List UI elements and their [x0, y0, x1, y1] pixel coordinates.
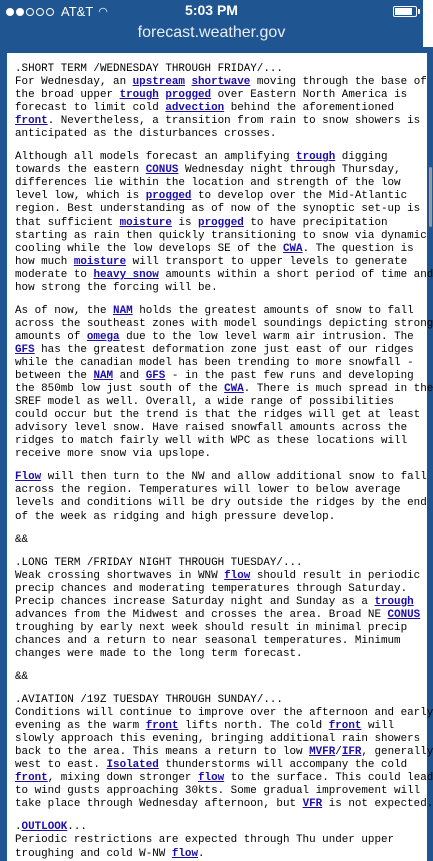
- status-time: 5:03 PM: [185, 2, 238, 18]
- glossary-link[interactable]: CONUS: [387, 608, 421, 621]
- text-run: behind the aforementioned: [224, 102, 395, 115]
- discussion-paragraph: [15, 821, 419, 860]
- paragraph-gap: [15, 661, 419, 671]
- text-run: across the region. Temperatures will lower to below average: [15, 484, 401, 497]
- text-run: . There is much spread in the: [243, 383, 433, 396]
- text-run: digging: [335, 151, 388, 164]
- glossary-link[interactable]: advection: [165, 102, 225, 115]
- text-run: advances from the Midwest and crosses the area. Broad NE: [15, 608, 388, 621]
- text-run: .SHORT TERM /WEDNESDAY THROUGH FRIDAY/...: [15, 63, 283, 75]
- text-run: has the greatest deformation zone just east of our ridges: [34, 343, 414, 356]
- glossary-link[interactable]: front: [15, 772, 48, 785]
- paragraph-gap: [15, 461, 419, 471]
- glossary-link[interactable]: progged: [198, 216, 244, 229]
- glossary-link[interactable]: NAM: [93, 370, 114, 383]
- text-run: For Wednesday, an: [15, 76, 133, 89]
- text-run: chances and a return to near seasonal temperatures. Minimum: [15, 634, 401, 647]
- address-bar-url[interactable]: forecast.weather.gov: [137, 24, 286, 41]
- text-run: advisory level snow. Have raised snowfall amounts across the: [15, 422, 408, 435]
- text-run: - in the past few runs and developing: [165, 370, 414, 383]
- glossary-link[interactable]: OUTLOOK: [21, 821, 68, 834]
- text-run: Periodic restrictions are expected through Thu under upper: [15, 834, 395, 847]
- glossary-link[interactable]: trough: [119, 89, 159, 102]
- discussion-paragraph: [15, 671, 419, 684]
- wifi-icon: ◠: [98, 6, 108, 18]
- ios-status-bar: [0, 0, 423, 20]
- discussion-paragraph: [15, 557, 419, 661]
- text-run: is: [171, 216, 199, 229]
- text-run: .: [198, 847, 205, 860]
- text-run: and: [113, 370, 146, 383]
- glossary-link[interactable]: front: [145, 720, 179, 733]
- text-run: changes were made to the long term forecast.: [15, 647, 303, 660]
- text-run: the 850mb low just south of the: [15, 383, 225, 396]
- text-run: amounts within a short period of time and: [158, 268, 433, 281]
- text-run: troughing by early next week should result in minimal precip: [15, 621, 408, 634]
- text-run: is not expected.: [322, 798, 433, 811]
- glossary-link[interactable]: heavy snow: [93, 268, 159, 281]
- text-run: As of now, the: [15, 304, 114, 317]
- glossary-link[interactable]: progged: [165, 89, 212, 102]
- text-run: /: [335, 746, 342, 759]
- paragraph-gap: [15, 811, 419, 821]
- text-run: will: [361, 720, 395, 733]
- glossary-link[interactable]: GFS: [15, 343, 35, 356]
- glossary-link[interactable]: flow: [171, 847, 199, 860]
- glossary-link[interactable]: NAM: [113, 304, 133, 317]
- paragraph-gap: [15, 524, 419, 534]
- text-run: troughing and cold W-NW: [15, 847, 172, 860]
- text-run: while the canadian model has been trending to more snowfall -: [15, 356, 414, 369]
- glossary-link[interactable]: flow: [198, 772, 225, 785]
- text-run: forecast to limit cold: [15, 102, 166, 115]
- battery-nub: [418, 9, 420, 14]
- discussion-paragraph: [15, 471, 427, 523]
- paragraph-gap: [15, 295, 419, 305]
- glossary-link[interactable]: IFR: [341, 746, 362, 759]
- text-run: the broad upper: [15, 89, 120, 102]
- text-run: lifts north. The cold: [178, 720, 329, 733]
- text-run: .LONG TERM /FRIDAY NIGHT THROUGH TUESDAY/...: [15, 556, 303, 569]
- text-run: Although all models forecast an amplifying: [15, 151, 297, 164]
- glossary-link[interactable]: CWA: [282, 242, 303, 255]
- text-run: . The question is: [302, 242, 414, 255]
- text-run: evening as the warm: [15, 720, 146, 733]
- glossary-link[interactable]: shortwave: [191, 76, 251, 89]
- text-run: to wind gusts approaching 30kts. Some gradual improvement will: [15, 785, 421, 798]
- glossary-link[interactable]: upstream: [132, 76, 185, 89]
- text-run: &&: [15, 670, 29, 683]
- glossary-link[interactable]: flow: [224, 569, 251, 582]
- text-run: moving through the base of: [250, 76, 427, 89]
- text-run: should result in periodic: [250, 569, 421, 582]
- glossary-link[interactable]: VFR: [302, 798, 323, 811]
- text-run: level low, which is: [15, 190, 146, 203]
- text-run: Wednesday night through Thursday,: [178, 164, 401, 177]
- battery-level-fill: [395, 8, 412, 15]
- text-run: , generally: [361, 746, 433, 759]
- glossary-link[interactable]: front: [15, 115, 48, 128]
- glossary-link[interactable]: front: [328, 720, 362, 733]
- text-run: that sufficient: [15, 216, 120, 229]
- text-run: due to the low level warm air intrusion. The: [119, 330, 414, 343]
- text-run: region. Best understanding as of now of the synoptic set-up is: [15, 203, 421, 216]
- text-run: take place through Wednesday afternoon, but: [15, 798, 303, 811]
- paragraph-gap: [15, 141, 419, 151]
- glossary-link[interactable]: trough: [374, 595, 414, 608]
- text-run: will transport to upper levels to generate: [126, 255, 408, 268]
- text-run: will then turn to the NW and allow additional snow to fall: [41, 471, 427, 484]
- text-run: Conditions will continue to improve over the afternoon and early: [15, 707, 433, 720]
- glossary-link[interactable]: CONUS: [145, 164, 179, 177]
- carrier-label: AT&T: [61, 4, 94, 19]
- glossary-link[interactable]: MVFR: [309, 746, 336, 759]
- text-run: to develop over the Mid-Atlantic: [191, 190, 408, 203]
- text-run: levels and conditions will be dry outside the ridges by the end: [15, 497, 427, 510]
- text-run: towards the eastern: [15, 164, 146, 177]
- text-run: Precip chances increase Saturday night and Sunday as a: [15, 595, 375, 608]
- text-run: precip chances and moderating temperatures through Saturday.: [15, 582, 408, 595]
- text-run: west to east.: [15, 759, 107, 772]
- glossary-link[interactable]: Flow: [15, 471, 42, 484]
- text-run: amounts of: [15, 330, 87, 343]
- text-run: SREF model as well. Overall, a wide range of possibilities: [15, 396, 395, 409]
- text-run: cooling while the low develops SE of the: [15, 242, 283, 255]
- text-run: slowly approach this evening, bringing additional rain showers: [15, 733, 421, 746]
- text-run: over Eastern North America is: [211, 89, 408, 102]
- discussion-paragraph: [15, 304, 433, 462]
- text-run: moderate to: [15, 268, 94, 281]
- discussion-paragraph: [15, 151, 433, 295]
- discussion-paragraph: [15, 63, 427, 141]
- text-run: . Nevertheless, a transition from rain to snow showers is: [47, 115, 421, 128]
- glossary-link[interactable]: GFS: [145, 370, 166, 383]
- text-run: Weak crossing shortwaves in WNW: [15, 569, 225, 582]
- text-run: , mixing down stronger: [47, 772, 199, 785]
- glossary-link[interactable]: moisture: [73, 255, 127, 268]
- text-run: anticipated as the disturbances crosses.: [15, 128, 277, 141]
- glossary-link[interactable]: omega: [86, 330, 120, 343]
- discussion-paragraph: [15, 534, 419, 547]
- text-run: across the southeast zones with model soundings depicting strong: [15, 317, 433, 330]
- page-background: [0, 47, 433, 861]
- text-run: to the surface. This could lead: [224, 772, 433, 785]
- text-run: thunderstorms will accompany the cold: [158, 759, 408, 772]
- glossary-link[interactable]: progged: [145, 190, 192, 203]
- text-run: between the: [15, 370, 94, 383]
- glossary-link[interactable]: CWA: [224, 383, 244, 396]
- scrollbar[interactable]: [429, 167, 432, 227]
- text-run: to have precipitation: [243, 216, 388, 229]
- text-run: how much: [15, 255, 74, 268]
- text-run: &&: [15, 533, 29, 546]
- text-run: receive more snow via upslope.: [15, 448, 212, 461]
- browser-top-bar: [0, 0, 423, 47]
- battery-icon: [393, 6, 417, 17]
- text-run: ...: [67, 821, 87, 834]
- text-run: holds the greatest amounts of snow to fall: [132, 304, 414, 317]
- glossary-link[interactable]: Isolated: [106, 759, 159, 772]
- glossary-link[interactable]: trough: [296, 151, 336, 164]
- text-run: .AVIATION /19Z TUESDAY THROUGH SUNDAY/...: [15, 694, 283, 707]
- paragraph-gap: [15, 547, 419, 557]
- text-run: starting as rain then quickly transitioning to snow via dynamic: [15, 229, 427, 242]
- text-run: differences lie within the location and strength of the low: [15, 177, 401, 190]
- text-run: of the week as ridging and high pressure develop.: [15, 510, 336, 523]
- text-run: could occur but the trend is that the ridges will get at least: [15, 409, 421, 422]
- paragraph-gap: [15, 684, 419, 694]
- text-run: .: [15, 821, 22, 834]
- text-run: ridges to match fairly well with WPC as these locations will: [15, 435, 408, 448]
- discussion-paragraph: [15, 694, 433, 811]
- glossary-link[interactable]: moisture: [119, 216, 172, 229]
- forecast-discussion-panel[interactable]: [7, 53, 433, 861]
- text-run: back to the area. This means a return to low: [15, 746, 310, 759]
- text-run: how strong the forcing will be.: [15, 281, 218, 294]
